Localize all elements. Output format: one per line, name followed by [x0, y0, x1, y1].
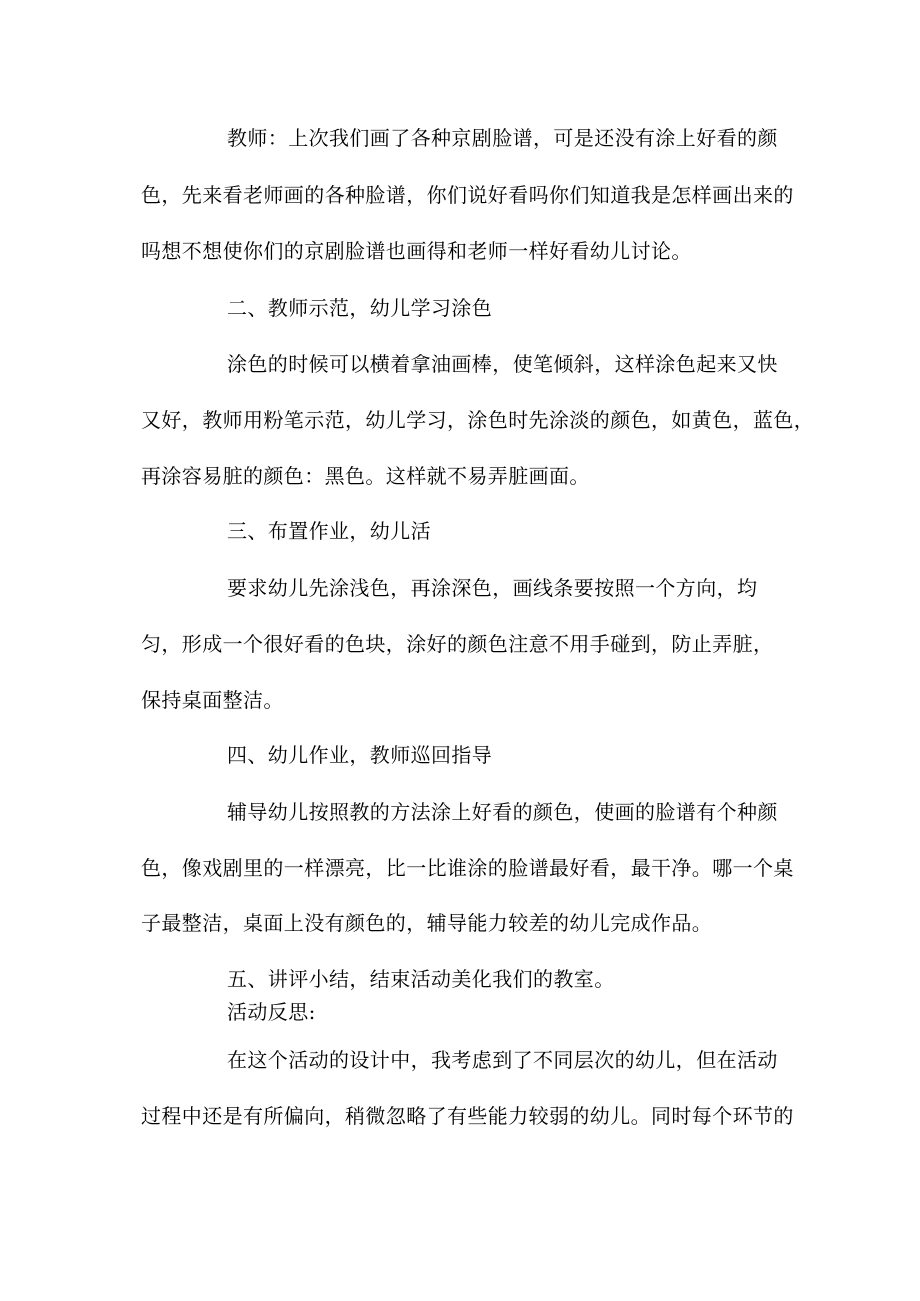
requirements-line-3: 保持桌面整洁。 [141, 688, 284, 712]
intro-line-3: 吗想不想使你们的京剧脸谱也画得和老师一样好看幼儿讨论。 [141, 239, 692, 263]
requirements-line-1: 要求幼儿先涂浅色，再涂深色，画线条要按照一个方向，均 [227, 576, 758, 600]
section-heading-3: 三、布置作业，幼儿活 [227, 519, 431, 543]
coloring-tips-line-2: 又好，教师用粉笔示范，幼儿学习，涂色时先涂淡的颜色，如黄色，蓝色， [141, 408, 815, 432]
coloring-tips-line-3: 再涂容易脏的颜色：黑色。这样就不易弄脏画面。 [141, 464, 590, 488]
guidance-line-1: 辅导幼儿按照教的方法涂上好看的颜色，使画的脸谱有个种颜 [227, 800, 778, 824]
reflection-line-1: 在这个活动的设计中，我考虑到了不同层次的幼儿，但在活动 [227, 1048, 778, 1072]
section-heading-5: 五、讲评小结，结束活动美化我们的教室。 [227, 967, 615, 991]
reflection-title: 活动反思: [227, 1000, 316, 1024]
guidance-line-3: 子最整洁，桌面上没有颜色的，辅导能力较差的幼儿完成作品。 [141, 911, 713, 935]
guidance-line-2: 色，像戏剧里的一样漂亮，比一比谁涂的脸谱最好看，最干净。哪一个桌 [141, 856, 794, 880]
section-heading-2: 二、教师示范，幼儿学习涂色 [227, 296, 493, 320]
coloring-tips-line-1: 涂色的时候可以横着拿油画棒，使笔倾斜，这样涂色起来又快 [227, 352, 778, 376]
reflection-line-2: 过程中还是有所偏向，稍微忽略了有些能力较弱的幼儿。同时每个环节的 [141, 1104, 794, 1128]
intro-line-2: 色，先来看老师画的各种脸谱，你们说好看吗你们知道我是怎样画出来的 [141, 183, 794, 207]
requirements-line-2: 匀，形成一个很好看的色块，涂好的颜色注意不用手碰到，防止弄脏， [141, 632, 774, 656]
intro-line-1: 教师：上次我们画了各种京剧脸谱，可是还没有涂上好看的颜 [227, 126, 778, 150]
section-heading-4: 四、幼儿作业，教师巡回指导 [227, 743, 493, 767]
